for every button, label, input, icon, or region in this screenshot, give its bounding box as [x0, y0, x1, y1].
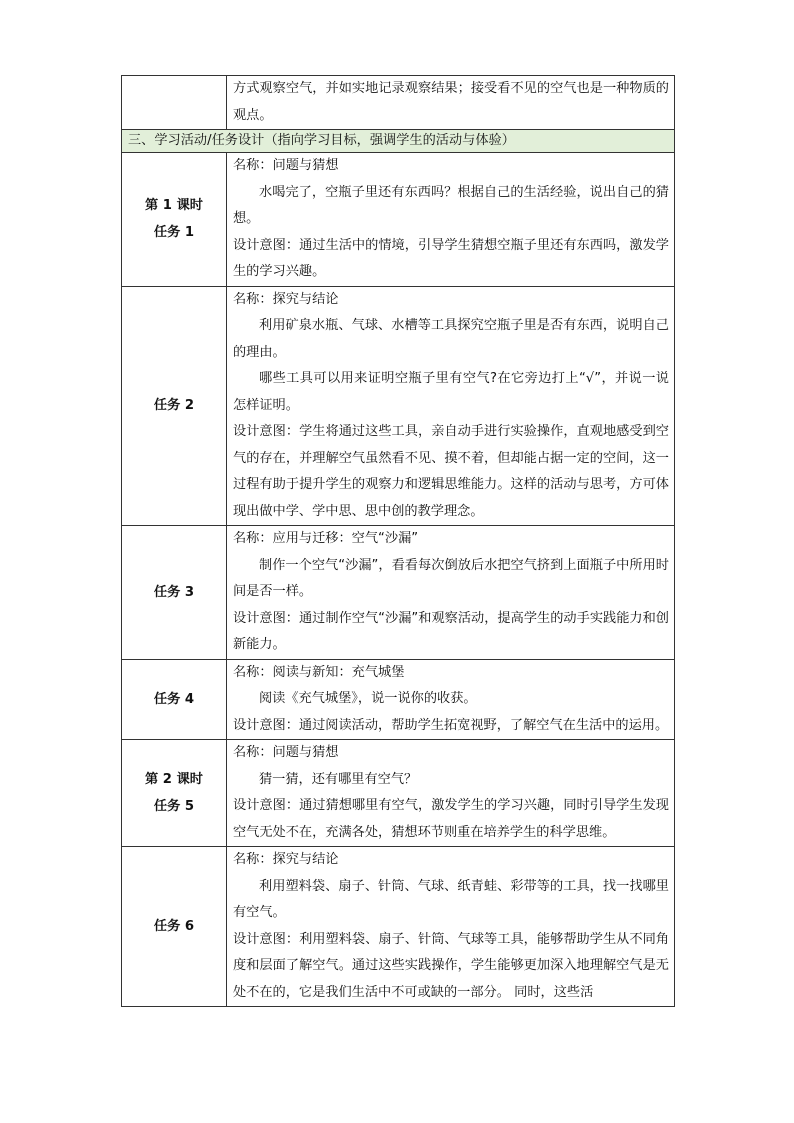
task-name: 名称：阅读与新知：充气城堡 — [233, 664, 405, 680]
task-activity-text: 利用塑料袋、扇子、针筒、气球、纸青蛙、彩带等的工具，找一找哪里有空气。 — [233, 878, 669, 920]
task-row-3 — [122, 526, 675, 660]
objective-continuation-cell — [227, 76, 675, 130]
task-label-cell — [122, 526, 227, 660]
task-label: 任务 4 — [153, 691, 195, 707]
task-name: 名称：探究与结论 — [233, 852, 339, 867]
section-header-row — [122, 130, 675, 153]
task-design-intent: 设计意图：通过阅读活动，帮助学生拓宽视野，了解空气在生活中的运用。 — [233, 717, 669, 733]
task-label: 任务 3 — [153, 584, 195, 600]
task-label-cell — [122, 153, 227, 287]
task-label-cell — [122, 847, 227, 1007]
task-design-intent: 设计意图：学生将通过这些工具，亲自动手进行实验操作，直观地感受到空气的存在，并理解空气虽然看不见、摸不着，但却能占据一定的空间，这一过程有助于提升学生的观察力和逻辑思维能力。这样的活动与思考，方可体现出做中学、学中思、思中创的教学理念。 — [233, 424, 669, 519]
task-activity-text: 水喝完了，空瓶子里还有东西吗？根据自己的生活经验，说出自己的猜想。 — [233, 184, 669, 226]
task-content-cell — [227, 740, 675, 847]
task-content-cell — [227, 526, 675, 660]
task-activity-text: 制作一个空气“沙漏”，看看每次倒放后水把空气挤到上面瓶子中所用时间是否一样。 — [233, 557, 669, 599]
task-design-intent: 设计意图：利用塑料袋、扇子、针筒、气球等工具，能够帮助学生从不同角度和层面了解空气。通过这些实践操作，学生能够更加深入地理解空气是无处不在的，它是我们生活中不可或缺的一部分。 同时，这些活 — [233, 931, 669, 1000]
objective-continuation-row — [122, 76, 675, 130]
task-activity-text: 哪些工具可以用来证明空瓶子里有空气?在它旁边打上“√”，并说一说怎样证明。 — [233, 371, 669, 413]
task-design-intent: 设计意图：通过制作空气“沙漏”和观察活动，提高学生的动手实践能力和创新能力。 — [233, 610, 669, 652]
task-name: 名称：问题与猜想 — [233, 158, 339, 173]
task-row-5 — [122, 740, 675, 847]
task-row-2 — [122, 286, 675, 526]
lesson-period-label: 第 2 课时 — [145, 772, 203, 787]
task-label: 任务 2 — [153, 398, 195, 414]
lesson-period-label: 第 1 课时 — [145, 198, 203, 214]
task-label-cell — [122, 286, 227, 526]
objective-continuation-text: 方式观察空气，并如实地记录观察结果；接受看不见的空气也是一种物质的观点。 — [233, 81, 669, 123]
task-row-4 — [122, 659, 675, 740]
task-label: 任务 1 — [153, 225, 195, 241]
section-header: 三、学习活动/任务设计（指向学习目标，强调学生的活动与体验） — [122, 130, 675, 153]
task-content-cell — [227, 153, 675, 287]
task-label-cell — [122, 659, 227, 740]
task-name: 名称：问题与猜想 — [233, 745, 339, 760]
task-name: 名称：应用与迁移：空气“沙漏” — [233, 531, 419, 546]
task-design-intent: 设计意图：通过生活中的情境，引导学生猜想空瓶子里还有东西吗，激发学生的学习兴趣。 — [233, 237, 669, 279]
task-content-cell — [227, 286, 675, 526]
task-activity-text: 阅读《充气城堡》，说一说你的收获。 — [259, 691, 477, 706]
task-content-cell — [227, 847, 675, 1007]
task-row-1 — [122, 153, 675, 287]
lesson-plan-table — [121, 75, 675, 1007]
task-content-cell — [227, 659, 675, 740]
task-activity-text: 利用矿泉水瓶、气球、水槽等工具探究空瓶子里是否有东西，说明自己的理由。 — [233, 318, 669, 360]
empty-label-cell — [122, 76, 227, 130]
task-activity-text: 猜一猜，还有哪里有空气？ — [259, 771, 418, 787]
task-label: 任务 6 — [153, 919, 195, 934]
task-label-cell — [122, 740, 227, 847]
task-design-intent: 设计意图：通过猜想哪里有空气，激发学生的学习兴趣，同时引导学生发现空气无处不在，充满各处，猜想环节则重在培养学生的科学思维。 — [233, 798, 669, 840]
task-row-6 — [122, 847, 675, 1007]
task-label: 任务 5 — [153, 799, 195, 814]
task-name: 名称：探究与结论 — [233, 291, 339, 307]
